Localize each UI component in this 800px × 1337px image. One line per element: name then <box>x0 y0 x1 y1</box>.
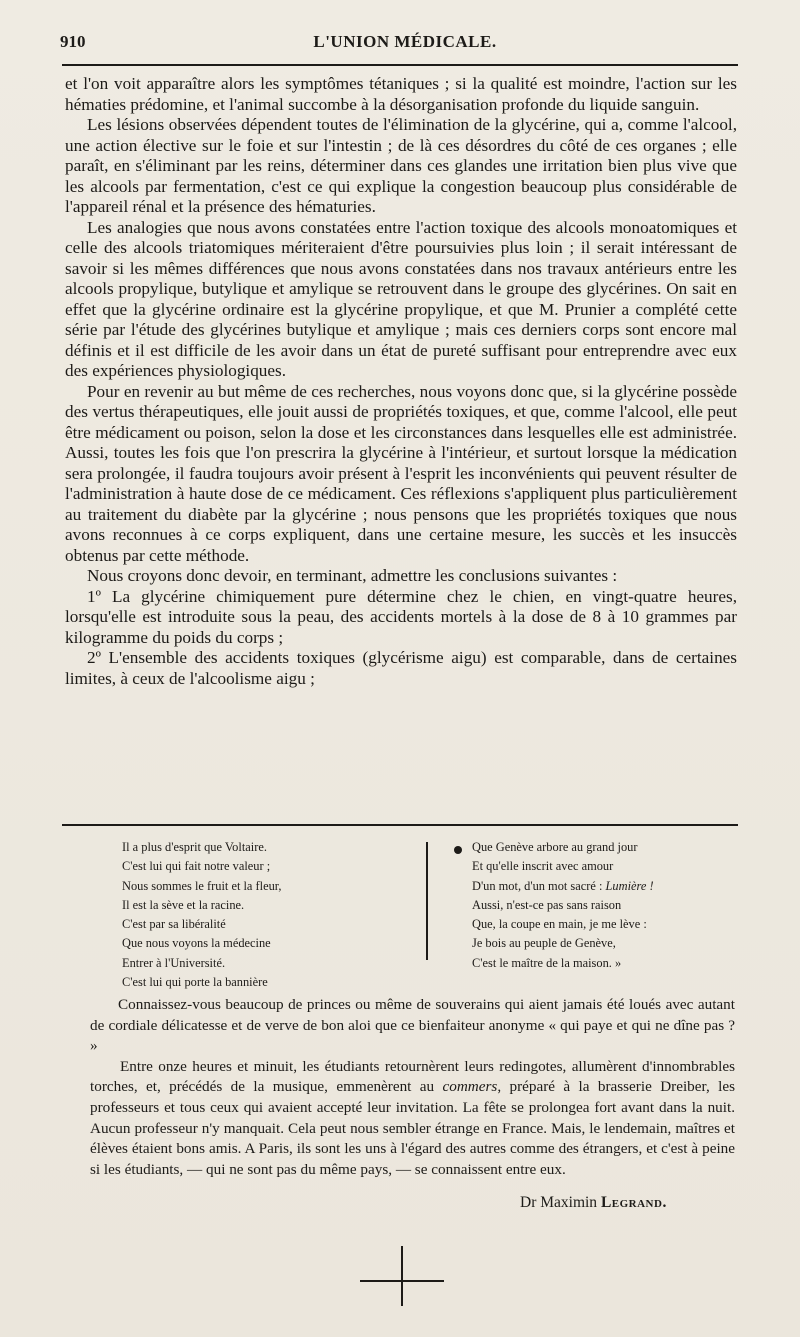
verse-text: D'un mot, d'un mot sacré : <box>472 878 603 893</box>
article-body <box>65 74 737 689</box>
paragraph: Les analogies que nous avons constatées entre l'action toxique des alcools monoatomiques et celle des alcools triatomiques mériteraient d'être poursuivies plus loin ; il serait intéressant de savoir si les mêmes différences que nous avons constatées dans nos travaux antérieurs entre les alcools propylique, butylique et amylique se retrouvent dans le groupe des glycérines. On sait en effet que la glycérine ordinaire est la glycérine propylique, et que M. Prunier a complété cette série par l'étude des glycérines butylique et amylique ; mais ces derniers corps sont encore mal définis et il est difficile de les avoir dans un état de pureté suffisant pour entreprendre avec eux des expériences physiologiques. <box>65 217 737 380</box>
verse-line: C'est le maître de la maison. » <box>472 955 622 970</box>
paragraph: Pour en revenir au but même de ces recherches, nous voyons donc que, si la glycérine possède des vertus thérapeutiques, elle jouit aussi de propriétés toxiques, et que, comme l'alcool, elle peut être médicament ou poison, selon la dose et les circonstances dans lesquelles elle est administrée. Aussi, toutes les fois que l'on prescrira la glycérine à l'intérieur, et surtout lorsque la médication sera prolongée, il faudra toujours avoir présent à l'esprit les inconvénients qui peuvent résulter de l'administration à haute dose de ce médicament. Ces réflexions s'appliquent plus particulièrement au traitement du diabète par la glycérine ; nous pensons que les propriétés toxiques que nous avons reconnues à ce corps expliquent, dans une certaine mesure, les succès et les insuccès obtenus par cette méthode. <box>65 381 737 565</box>
paragraph: Nous croyons donc devoir, en terminant, admettre les conclusions suivantes : <box>87 566 618 585</box>
verse-block <box>62 838 738 990</box>
verse-line: C'est lui qui fait notre valeur ; <box>122 859 271 874</box>
verse-line: Nous sommes le fruit et la fleur, <box>122 878 282 893</box>
verse-line: Entrer à l'Université. <box>122 955 226 970</box>
verse-line: Je bois au peuple de Genève, <box>472 936 616 951</box>
verse-divider <box>426 842 428 960</box>
verse-line: Il est la sève et la racine. <box>122 897 245 912</box>
signature-name: Legrand. <box>600 1194 667 1211</box>
verse-line: Il a plus d'esprit que Voltaire. <box>122 840 267 854</box>
paragraph-text: , préparé à la brasserie Dreiber, les professeurs et tous ceux qui avaient accepté leur invitation. La fête se prolongea fort avant dans la nuit. Aucun professeur n'y manquait. Cela peut nous sembler étrange en France. Mais, le lendemain, maîtres et élèves étaient bons amis. A Paris, ils sont les uns à l'égard des autres comme des étrangers, et c'est à peine si les étudiants, — qui ne sont pas du même pays, — se connaissent entre eux. <box>90 1078 736 1178</box>
conclusion-item: 1º La glycérine chimiquement pure détermine chez le chien, en vingt-quatre heures, lorsqu'elle est introduite sous la peau, des accidents mortels à la dose de 8 à 10 grammes par kilogramme du poids du corps ; <box>65 586 737 647</box>
italic-word: commers <box>442 1078 498 1096</box>
verse-line <box>472 877 738 896</box>
paragraph-text: Entre onze heures et minuit, les étudiants retournèrent leurs redingotes, allumèrent d'innombrables torches, et, précédés de la musique, emmenèrent au <box>90 1057 735 1096</box>
verse-line: Aussi, n'est-ce pas sans raison <box>472 897 622 912</box>
feuilleton-rule <box>62 824 738 826</box>
paragraph <box>90 1057 735 1181</box>
author-signature <box>520 1194 667 1212</box>
verse-line: C'est par sa libéralité <box>122 917 226 932</box>
running-title: L'UNION MÉDICALE. <box>313 32 497 51</box>
paragraph: Connaissez-vous beaucoup de princes ou même de souverains qui aient jamais été loués avec autant de cordiale délicatesse et de verve de bon aloi que ce bienfaiteur anonyme « qui paye et qui ne dîne pas ? » <box>90 996 735 1055</box>
end-ornament-vertical <box>401 1246 403 1306</box>
conclusion-item: 2º L'ensemble des accidents toxiques (glycérisme aigu) est comparable, dans de certaines limites, à ceux de l'alcoolisme aigu ; <box>65 648 737 688</box>
paragraph: Les lésions observées dépendent toutes de l'élimination de la glycérine, qui a, comme l'alcool, une action élective sur le foie et sur l'intestin ; de là ces désordres du côté de ces organes ; elle paraît, en s'éliminant par les reins, déterminer dans ces glandes une irritation bien plus vive que les alcools par fermentation, c'est ce qui explique la congestion beaucoup plus considérable de l'appareil rénal et la présence des hématuries. <box>65 115 737 216</box>
verse-column-right <box>472 838 738 973</box>
signature-prefix: Dr Maximin <box>520 1194 598 1211</box>
feuilleton-body <box>90 995 735 1180</box>
verse-line: Que Genève arbore au grand jour <box>472 840 638 854</box>
verse-line: C'est lui qui porte la bannière <box>122 975 268 990</box>
verse-italic-word: Lumière ! <box>605 878 654 893</box>
page-header <box>60 32 750 58</box>
bullet-mark-icon <box>454 846 462 854</box>
verse-line: Que nous voyons la médecine <box>122 936 271 951</box>
verse-line: Que, la coupe en main, je me lève : <box>472 917 647 932</box>
paragraph: et l'on voit apparaître alors les symptômes tétaniques ; si la qualité est moindre, l'action sur les hématies prédomine, et l'animal succombe à la désorganisation profonde du liquide sanguin. <box>65 74 737 114</box>
verse-line: Et qu'elle inscrit avec amour <box>472 859 614 874</box>
header-rule <box>62 64 738 66</box>
page-number: 910 <box>60 32 86 51</box>
verse-column-left <box>122 838 422 992</box>
